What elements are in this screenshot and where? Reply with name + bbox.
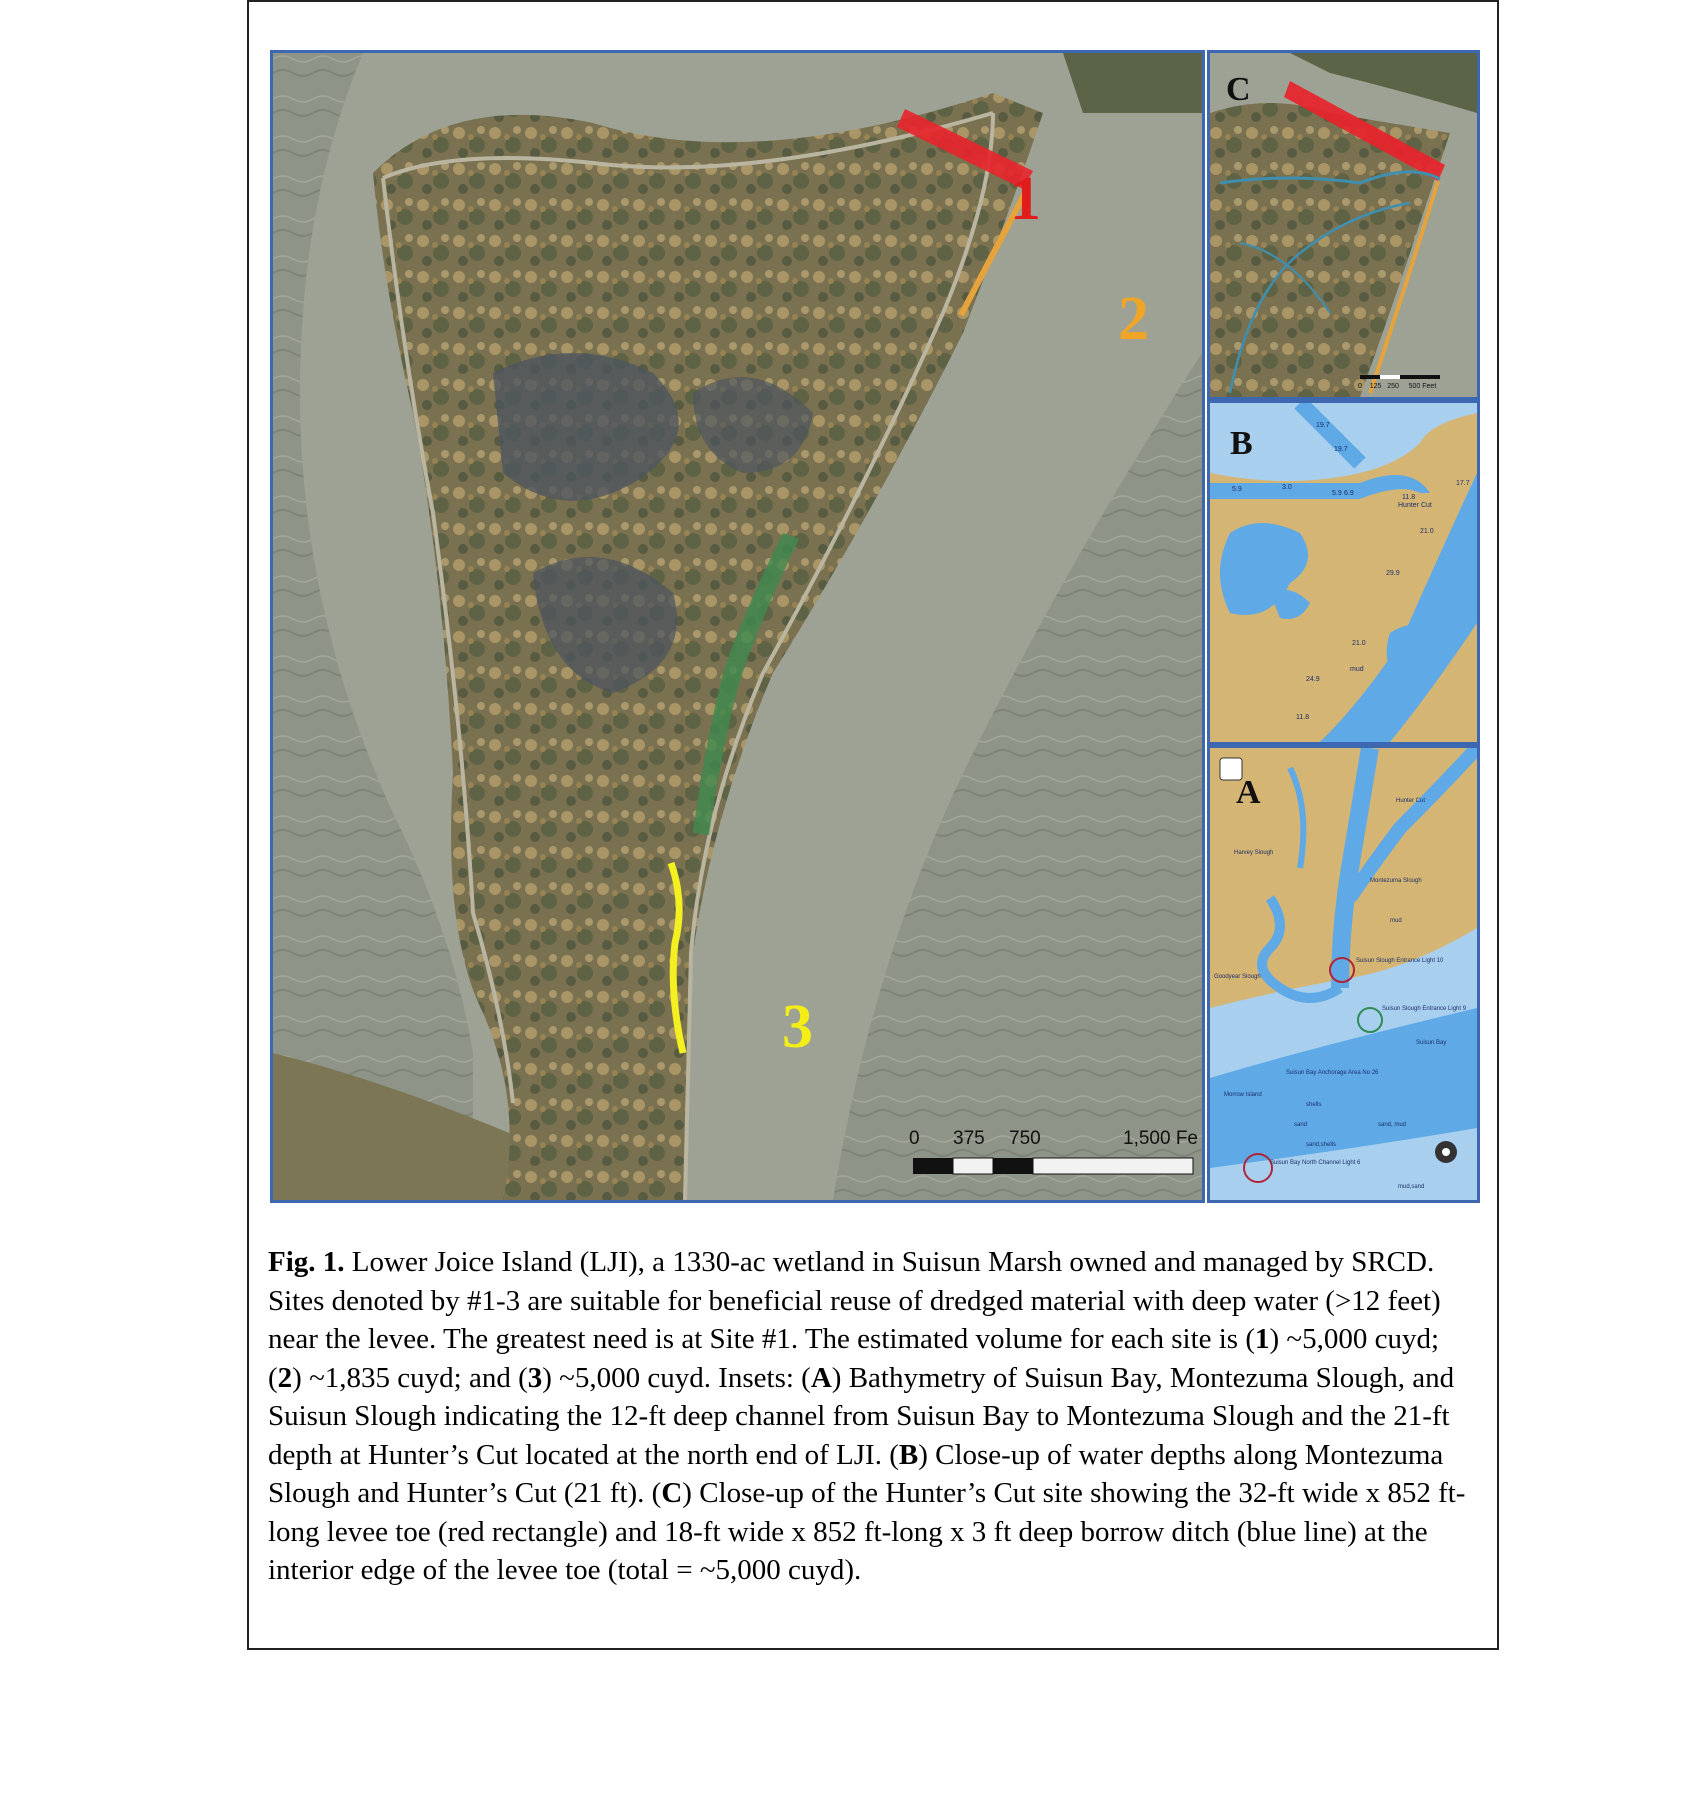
depth-label: 5.9	[1332, 490, 1342, 497]
depth-label: 6.9	[1344, 490, 1354, 497]
scale-tick: 1,500 Fe	[1123, 1128, 1198, 1149]
depth-label: 29.9	[1386, 570, 1400, 577]
scale-bar-graphic	[913, 1156, 1213, 1178]
chart-text: mud,sand	[1398, 1184, 1425, 1190]
site-label-3-text: 3	[782, 993, 813, 1061]
caption-text: ) ~5,000 cuyd. Insets: (	[542, 1361, 811, 1394]
depth-label: mud	[1350, 666, 1364, 673]
caption-bold: B	[898, 1438, 919, 1471]
depth-label: 21.0	[1420, 528, 1434, 535]
depth-label: 21.0	[1352, 640, 1366, 647]
chart-text: Suisun Bay North Channel Light 6	[1270, 1160, 1361, 1166]
depth-label: 11.8	[1402, 494, 1416, 501]
site-label-1-text: 1	[1010, 165, 1041, 233]
inset-c-scale-tick: 250	[1387, 383, 1399, 390]
depth-label: 19.7	[1316, 422, 1330, 429]
main-aerial-map	[270, 50, 1205, 1203]
site-label-1	[1010, 165, 1041, 233]
chart-text: sand,shells	[1306, 1142, 1337, 1148]
caption-text: ) ~5,000 cuyd; (	[268, 1323, 1440, 1394]
chart-text: Montezuma Slough	[1370, 878, 1422, 884]
caption-bold: C	[661, 1477, 683, 1509]
depth-label: 11.8	[1296, 714, 1310, 721]
site-label-3	[782, 993, 813, 1061]
inset-c-scale-ticks	[1358, 383, 1436, 390]
inset-b	[1207, 400, 1480, 745]
caption-text: ) Bathymetry of Suisun Bay, Montezuma Slough, and Suisun Slough indicating the 12-ft deep channel from Suisun Bay to Montezuma Slough and the 21-ft depth at Hunter’s Cut located at the north end of LJI. (	[268, 1361, 1455, 1471]
inset-c-scale-tick: 500 Feet	[1408, 383, 1437, 390]
depth-label: 17.7	[1456, 480, 1470, 487]
scale-tick: 0	[909, 1128, 920, 1149]
depth-label: 3.0	[1282, 484, 1292, 491]
scale-tick: 750	[1009, 1128, 1041, 1149]
chart-text: Suisun Bay	[1416, 1040, 1447, 1046]
caption-text: ) ~1,835 cuyd; and (	[292, 1361, 528, 1394]
chart-text: Suisun Slough Entrance Light 10	[1356, 958, 1444, 964]
inset-a-label: A	[1236, 774, 1261, 811]
chart-text: sand	[1294, 1122, 1308, 1128]
caption-text: ) Close-up of the Hunter’s Cut site showing the 32-ft wide x 852 ft-long levee toe (red rectangle) and 18-ft wide x 852 ft-long x 3 ft deep borrow ditch (blue line) at the interior edge of the levee toe (total = ~5,000 cuyd).	[268, 1477, 1466, 1586]
chart-text: Suisun Slough Entrance Light 9	[1382, 1006, 1467, 1012]
north-bank	[1063, 53, 1202, 113]
scale-tick: 375	[953, 1128, 985, 1149]
depth-label: 19.7	[1334, 446, 1348, 453]
chart-text: Goodyear Slough	[1214, 974, 1261, 980]
inset-a-chart	[1210, 748, 1477, 1200]
depth-label: 24.9	[1306, 676, 1320, 683]
depth-label: Hunter Cut	[1398, 502, 1432, 509]
caption-text: Lower Joice Island (LJI), a 1330-ac wetland in Suisun Marsh owned and managed by SRCD. Sites denoted by #1-3 are suitable for beneficial reuse of dredged material with deep water (>12 feet) near the levee. The greatest need is at Site #1. The estimated volume for each site is (	[268, 1246, 1441, 1355]
main-scale-bar	[905, 1128, 1205, 1188]
caption-text: ) Close-up of water depths along Montezuma Slough and Hunter’s Cut (21 ft). (	[268, 1438, 1444, 1509]
caption-lead: Fig. 1.	[268, 1246, 345, 1278]
chart-text: Harvey Slough	[1234, 850, 1274, 856]
inset-c	[1207, 50, 1480, 400]
inset-c-label: C	[1226, 71, 1251, 108]
caption-bold: 2	[277, 1361, 293, 1394]
inset-c-scale-tick: 0	[1358, 383, 1362, 390]
figure-caption	[268, 1243, 1480, 1590]
depth-label: 5.9	[1232, 486, 1242, 493]
chart-text: Suisun Bay Anchorage Area No 26	[1286, 1070, 1379, 1076]
inset-b-label: B	[1230, 425, 1253, 462]
site-label-2-text: 2	[1118, 285, 1149, 353]
inset-a	[1207, 745, 1480, 1203]
chart-text: shells	[1306, 1102, 1322, 1108]
chart-text: Morrow Island	[1224, 1092, 1262, 1098]
inset-c-scale-tick: 125	[1369, 383, 1382, 390]
aerial-imagery	[273, 53, 1202, 1200]
caption-bold: A	[810, 1361, 832, 1394]
caption-bold: 1	[1255, 1323, 1270, 1355]
chart-text: sand, mud	[1378, 1122, 1407, 1128]
chart-text: Hunter Cut	[1396, 798, 1426, 804]
caption-bold: 3	[527, 1361, 543, 1394]
chart-text: mud	[1390, 918, 1402, 924]
site-label-2	[1118, 285, 1149, 353]
